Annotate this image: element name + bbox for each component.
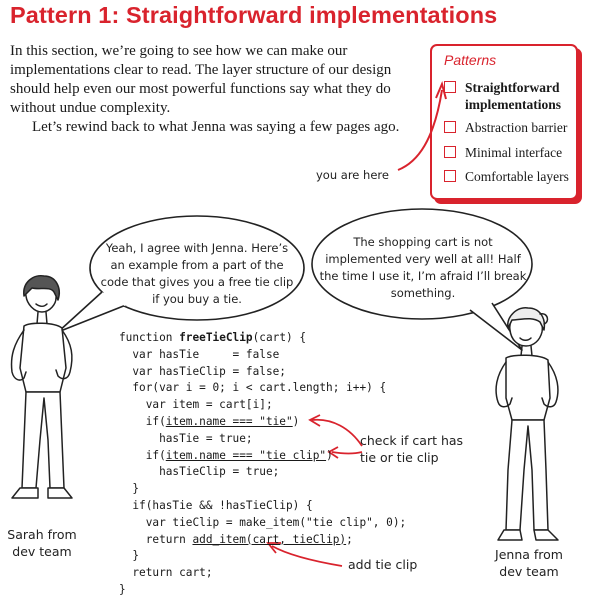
jenna-caption: Jenna from dev team — [495, 547, 563, 579]
add-item-call: add_item(cart, tieClip) — [192, 532, 347, 546]
jenna-figure — [496, 308, 558, 540]
pattern-item-label: Comfortable layers — [465, 169, 569, 184]
pattern-item-label: Straightforward implementations — [465, 80, 561, 112]
sarah-caption: Sarah from dev team — [7, 527, 77, 559]
sarah-figure — [12, 276, 73, 498]
function-name: freeTieClip — [179, 331, 253, 344]
patterns-title: Patterns — [444, 52, 497, 68]
intro-paragraph-2: Let’s rewind back to what Jenna was saying a few pages ago. — [32, 119, 400, 135]
jenna-bubble-text: The shopping cart is not implemented very well at all! Half the time I use it, I’m afraid I’ll break something. — [319, 235, 527, 300]
check-tie-annotation: check if cart has tie or tie clip — [360, 433, 464, 465]
code-listing: function freeTieClip(cart) { var hasTie = false var hasTieClip = false; for(var i = 0; i < cart.length; i++) { var item = cart[i]; if(item.name === "tie") hasTie = true; if(item.name === "tie clip") hasTieClip = true; } if(hasTie && !hasTieClip) { var tieClip = make_item("tie clip", 0); return add_item(cart, tieClip); } return cart; } — [119, 331, 407, 596]
pattern-item-label: Minimal interface — [465, 145, 563, 160]
pattern-item-label: Abstraction barrier — [465, 120, 568, 135]
sarah-bubble-text: Yeah, I agree with Jenna. Here’s an example from a part of the code that gives you a free tie clip if you buy a tie. — [100, 241, 294, 306]
you-are-here-label: you are here — [316, 168, 389, 182]
tie-clip-check-expression: item.name === "tie clip" — [165, 448, 327, 462]
intro-paragraph-1: In this section, we’re going to see how we can make our implementations clear to read. The layer structure of our design should help even our most powerful functions say what they do without undue complexity. — [10, 43, 392, 116]
you-are-here-arrow — [398, 90, 442, 170]
add-tie-clip-annotation: add tie clip — [348, 557, 418, 572]
tie-check-expression: item.name === "tie" — [165, 414, 293, 428]
page-title: Pattern 1: Straightforward implementations — [10, 2, 498, 28]
